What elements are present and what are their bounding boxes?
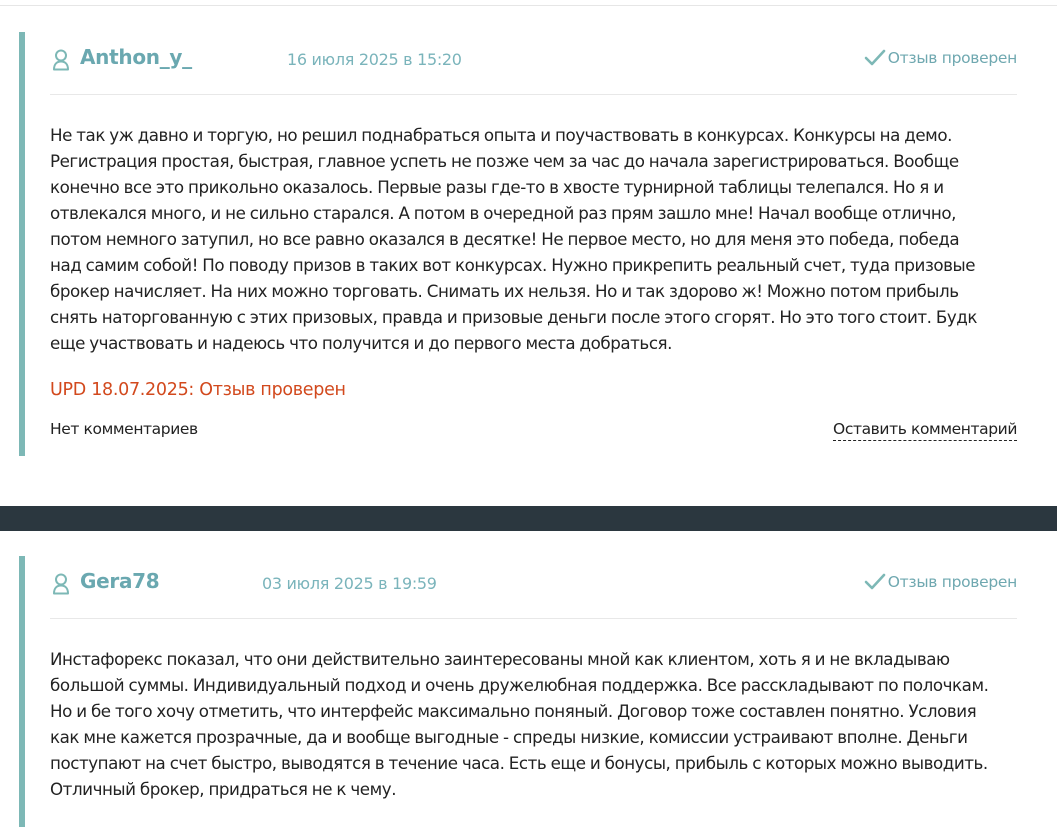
review-header (50, 32, 1017, 95)
user-icon (52, 49, 70, 71)
verified-label: Отзыв проверен (887, 49, 1017, 67)
review-header (50, 556, 1017, 619)
review-card (19, 556, 1017, 827)
user-icon (52, 573, 70, 595)
verified-badge (864, 48, 1017, 68)
review-text: Не так уж давно и торгую, но решил поднабраться опыта и поучаствовать в конкурсах. Конкурсы на демо. Регистрация простая, быстрая, главное успеть не позже чем за час до начала зарегистрироваться. Вообще конечно все это прикольно оказалось. Первые разы где-то в хвосте турнирной таблицы телепался. Но я и отвлекался много, и не сильно старался. А потом в очередной раз прям зашло мне! Начал вообще отлично, потом немного затупил, но все равно оказался в десятке! Не первое место, но для меня это победа, победа над самим собой! По поводу призов в таких вот конкурсах. Нужно прикрепить реальный счет, туда призовые брокер начисляет. На них можно торговать. Снимать их нельзя. Но и так здорово ж! Можно потом прибыль снять наторгованную с этих призовых, правда и призовые деньги после этого сгорят. Но это того стоит. Будк еще участвовать и надеюсь что получится и до первого места добраться. (50, 125, 977, 353)
review-footer (50, 418, 1017, 444)
review-username[interactable]: Gera78 (80, 569, 160, 593)
review-username[interactable]: Anthon_y_ (80, 45, 192, 69)
top-divider (0, 5, 1057, 6)
review-text: Инстафорекс показал, что они действительно заинтересованы мной как клиентом, хоть я и не вкладываю большой суммы. Индивидуальный подход и очень дружелюбная поддержка. Все расскладывают по полочкам. Но и бе того хочу отметить, что интерфейс максимально поняный. Договор тоже составлен понятно. Условия как мне кажется прозрачные, да и вообще выгодные - спреды низкие, комиссии устраивают вполне. Деньги поступают на счет быстро, выводятся в течение часа. Есть еще и бонусы, прибыль с которых можно выводить. Отличный брокер, придраться не к чему. (50, 649, 989, 799)
comments-count: Нет комментариев (50, 420, 198, 438)
check-icon (864, 572, 886, 592)
verified-badge (864, 572, 1017, 592)
verified-label: Отзыв проверен (887, 573, 1017, 591)
review-date: 16 июля 2025 в 15:20 (287, 50, 462, 69)
review-card (19, 32, 1017, 456)
section-separator (0, 506, 1057, 531)
review-date: 03 июля 2025 в 19:59 (262, 574, 437, 593)
leave-comment-link[interactable]: Оставить комментарий (833, 420, 1017, 441)
review-update-note: UPD 18.07.2025: Отзыв проверен (50, 380, 346, 400)
check-icon (864, 48, 886, 68)
